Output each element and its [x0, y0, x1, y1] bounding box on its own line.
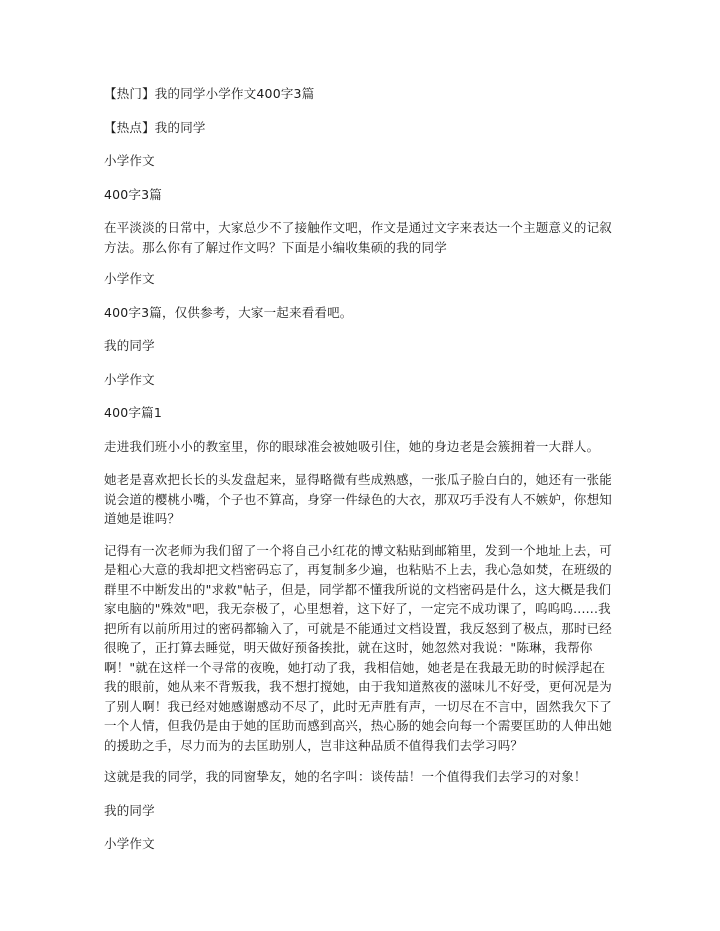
hot-topic-line: 【热点】我的同学: [104, 119, 206, 135]
intro-paragraph: 在平淡淡的日常中，大家总少不了接触作文吧，作文是通过文字来表达一个主题意义的记叙方法。那么你有了解过作文吗？下面是小编收集硕的我的同学: [104, 220, 613, 255]
category-line: 小学作文: [104, 836, 155, 851]
intro-note-paragraph: 400字3篇，仅供参考，大家一起来看看吧。: [104, 304, 353, 320]
essay-paragraph: 记得有一次老师为我们留了一个将自己小红花的博文粘贴到邮箱里，发到一个地址上去，可是粗心大意的我却把文档密码忘了，再复制多少遍，也粘贴不上去，我心急如焚，在班级的群里不中断发出的"求救"帖子，但是，同学都不懂我所说的文档密码是什么，这大概是我们家电脑的"殊效"吧，我无奈极了，心里想着，这下好了，一定完不成功课了，呜呜呜......我把所有以前所用过的密码都输入了，可就是不能通过文档设置，我反怒到了极点，那时已经很晚了，正打算去睡觉，明天做好预备挨批，就在这时，她忽然对我说："陈琳，我帮你啊！"就在这样一个寻常的夜晚，她打动了我，我相信她，她老是在我最无助的时候浮起在我的眼前，她从来不背叛我，我不想打搅她，由于我知道熬夜的滋味儿不好受，更何况是为了别人啊！我已经对她感谢感动不尽了，此时无声胜有声，一切尽在不言中，固然我欠下了一个人情，但我仍是由于她的匡助而感到高兴，热心肠的她会向每一个需要匡助的人伸出她的援助之手，尽力而为的去匡助别人，岂非这种品质不值得我们去学习吗？: [104, 542, 613, 753]
section-heading: 我的同学: [104, 338, 155, 353]
essay-paragraph: 她老是喜欢把长长的头发盘起来，显得略微有些成熟感，一张瓜子脸白白的，她还有一张能说会道的樱桃小嘴，个子也不算高，身穿一件绿色的大衣，那双巧手没有人不嫉妒，你想知道她是谁吗？: [104, 472, 613, 526]
essay-conclusion-paragraph: 这就是我的同学，我的同窗挚友，她的名字叫：谈传喆！一个值得我们去学习的对象！: [104, 769, 587, 784]
essay-paragraph: 走进我们班小小的教室里，你的眼球准会被她吸引住，她的身边老是会簇拥着一大群人。: [104, 438, 600, 454]
category-line: 小学作文: [104, 371, 155, 387]
word-count-line: 400字3篇: [104, 186, 163, 202]
category-line: 小学作文: [104, 153, 155, 168]
category-line: 小学作文: [104, 271, 155, 286]
document-title: 【热门】我的同学小学作文400字3篇: [104, 86, 315, 101]
essay-number-heading: 400字篇1: [104, 405, 163, 420]
section-heading: 我的同学: [104, 802, 155, 818]
